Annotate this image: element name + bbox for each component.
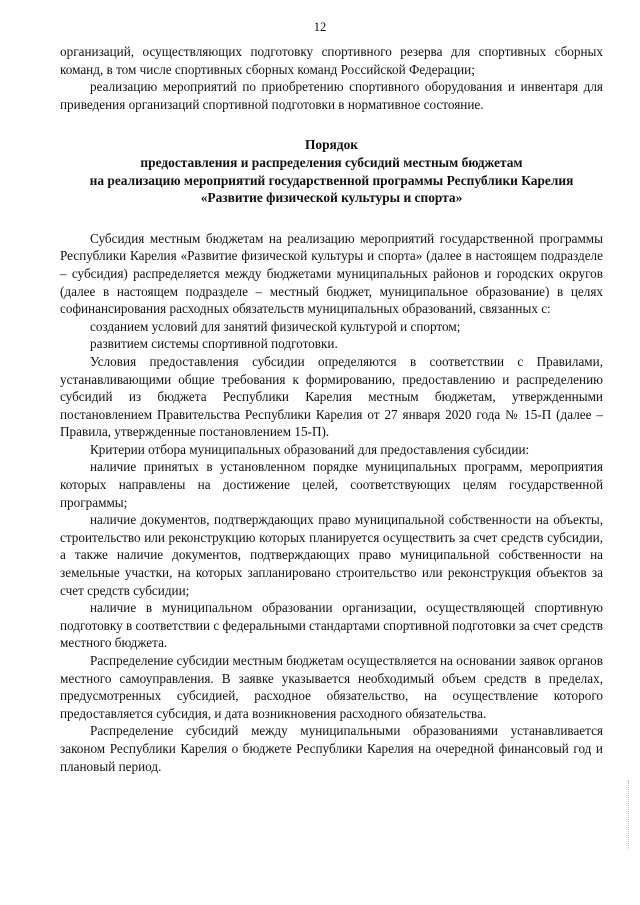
page-number: 12 — [313, 20, 327, 34]
body-paragraph: развитием системы спортивной подготовки. — [90, 336, 338, 352]
document-body — [60, 43, 603, 775]
intro-paragraph: организаций, осуществляющих подготовку спортивного резерва для спортивных сборных команд, в том числе спортивных сборных команд Российской Федерации; — [60, 44, 603, 77]
section-title-line: Порядок — [305, 137, 358, 153]
body-paragraph: Субсидия местным бюджетам на реализацию мероприятий государственной программы Республики Карелия «Развитие физической культуры и спорта» (далее в настоящем подразделе – субсидия) распределяется между бюджетами муниципальных районов и городских округов (далее в настоящем подразделе – местный бюджет, муниципальное образование) в целях софинансирования расходных обязательств муниципальных образований, связанных с: — [60, 230, 603, 317]
scan-margin-mark — [628, 780, 630, 850]
intro-paragraph: реализацию мероприятий по приобретению спортивного оборудования и инвентаря для приведения организаций спортивной подготовки в нормативное состояние. — [60, 79, 603, 112]
body-paragraph: наличие в муниципальном образовании организации, осуществляющей спортивную подготовку в соответствии с федеральными стандартами спортивной подготовки за счет средств местного бюджета. — [60, 600, 603, 651]
body-paragraph: созданием условий для занятий физической культурой и спортом; — [90, 318, 461, 334]
body-paragraph: наличие документов, подтверждающих право муниципальной собственности на объекты, строительство или реконструкцию которых планируется осуществить за счет средств субсидии, а также наличие документов, подтверждающих право муниципальной собственности на земельные участки, на которых запланировано строительство или реконструкция объектов за счет средств субсидии; — [60, 512, 603, 598]
body-paragraph: Распределение субсидии местным бюджетам осуществляется на основании заявок органов местного самоуправления. В заявке указывается необходимый объем средств в пределах, предусмотренных субсидией, расходное обязательство, на осуществление которого предоставляется субсидия, и дата возникновения расходного обязательства. — [60, 653, 603, 721]
body-paragraph: наличие принятых в установленном порядке муниципальных программ, мероприятия которых направлены на достижение целей, соответствующих целям государственной программы; — [60, 459, 603, 510]
body-paragraph: Критерии отбора муниципальных образований для предоставления субсидии: — [90, 441, 530, 457]
section-title-line: предоставления и распределения субсидий местным бюджетам — [140, 154, 523, 170]
section-title-line: на реализацию мероприятий государственной программы Республики Карелия — [89, 172, 574, 188]
body-paragraph: Условия предоставления субсидии определяются в соответствии с Правилами, устанавливающими общие требования к формированию, предоставлению и распределению субсидий из бюджета Республики Карелия местным бюджетам, утвержденными постановлением Правительства Республики Карелия от 27 января 2020 года № 15-П (далее – Правила, утвержденные постановлением 15-П). — [60, 353, 603, 440]
section-title — [60, 136, 603, 206]
section-title-line: «Развитие физической культуры и спорта» — [200, 190, 463, 206]
body-paragraph: Распределение субсидий между муниципальными образованиями устанавливается законом Республики Карелия о бюджете Республики Карелия на очередной финансовый год и плановый период. — [60, 723, 603, 774]
